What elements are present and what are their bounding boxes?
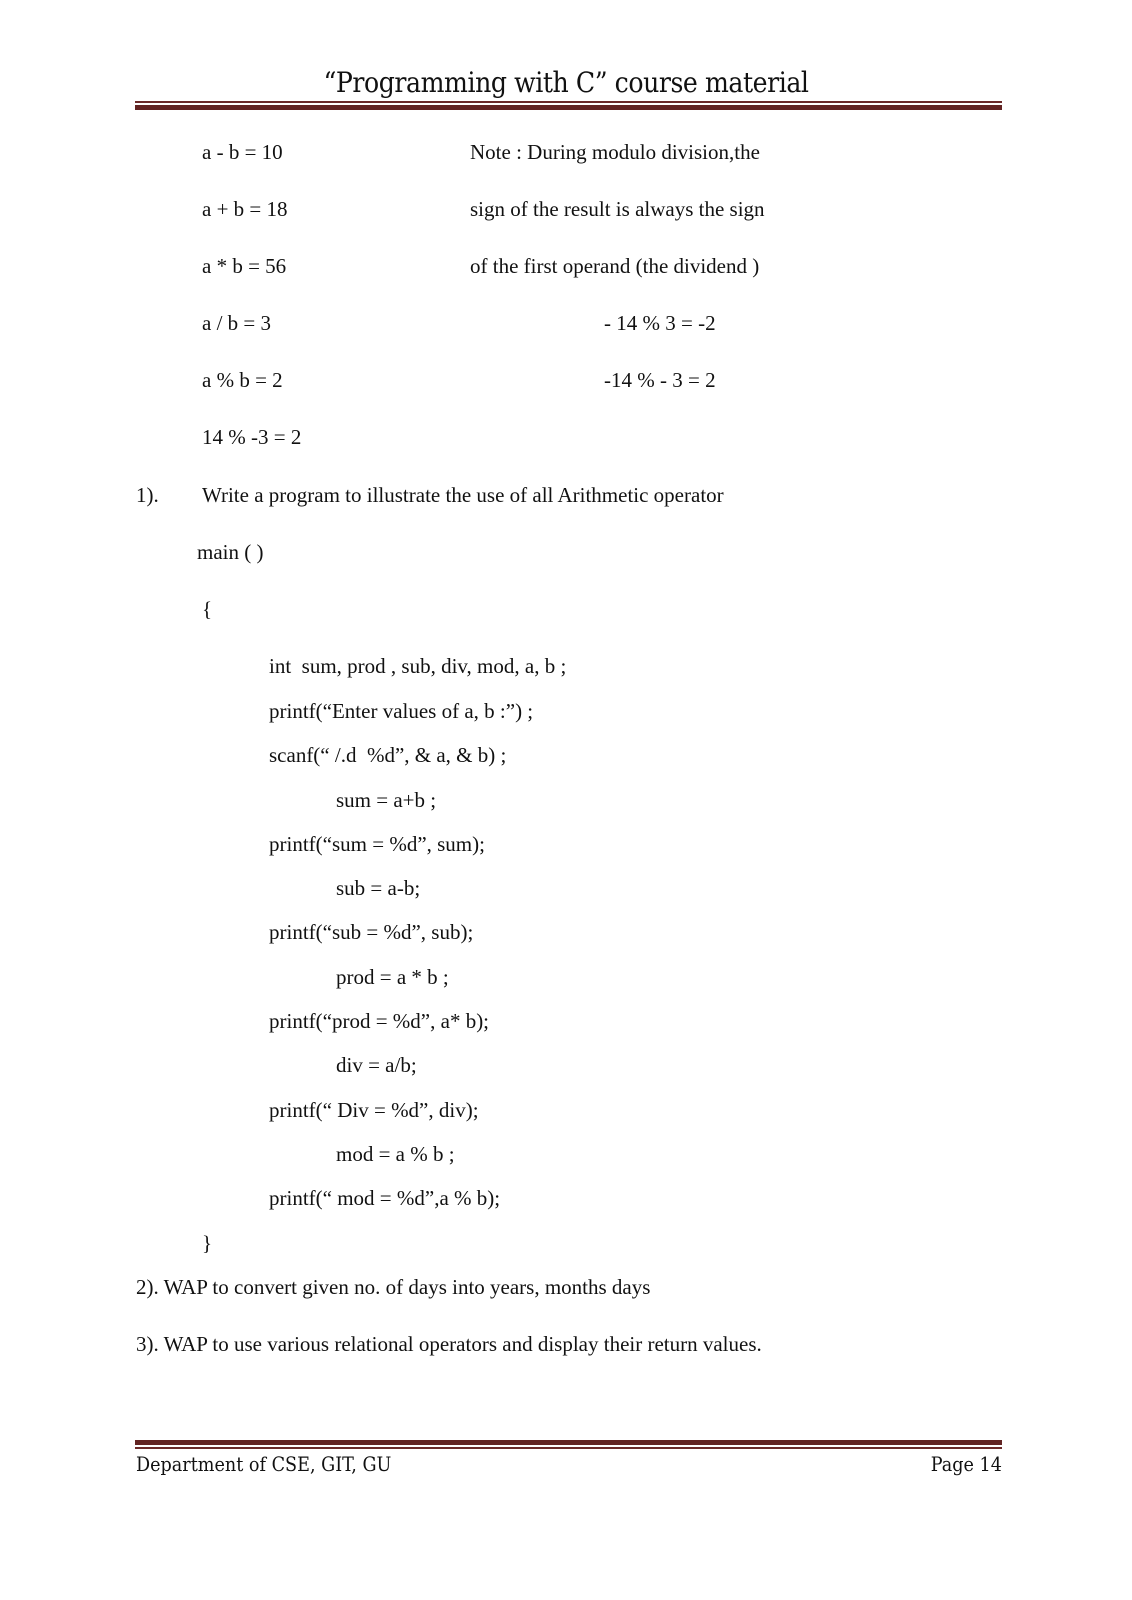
note-line: sign of the result is always the sign [470, 197, 765, 221]
code-line: mod = a % b ; [336, 1142, 455, 1166]
code-line: printf(“ Div = %d”, div); [269, 1098, 479, 1122]
question-text: Write a program to illustrate the use of all Arithmetic operator [202, 483, 724, 507]
code-close-brace: } [202, 1231, 213, 1255]
code-line: sum = a+b ; [336, 788, 437, 812]
note-example: -14 % - 3 = 2 [604, 368, 716, 392]
note-example: - 14 % 3 = -2 [604, 311, 716, 335]
question-2: 2). WAP to convert given no. of days into years, months days [136, 1275, 651, 1299]
result-line: 14 % -3 = 2 [202, 425, 302, 449]
code-line: scanf(“ /.d %d”, & a, & b) ; [269, 743, 507, 767]
result-line: a * b = 56 [202, 254, 287, 278]
note-line: Note : During modulo division,the [470, 140, 760, 164]
code-line: div = a/b; [336, 1053, 417, 1077]
footer-page-number: Page 14 [930, 1452, 1002, 1476]
code-line: printf(“sum = %d”, sum); [269, 832, 485, 856]
footer-department: Department of CSE, GIT, GU [136, 1452, 392, 1476]
code-line: printf(“ mod = %d”,a % b); [269, 1186, 501, 1210]
code-line: printf(“Enter values of a, b :”) ; [269, 699, 534, 723]
result-line: a / b = 3 [202, 311, 271, 335]
code-open-brace: { [202, 597, 213, 621]
page-header-title: “Programming with C” course material [323, 66, 809, 99]
code-main: main ( ) [197, 540, 264, 564]
note-line: of the first operand (the dividend ) [470, 254, 760, 278]
result-line: a + b = 18 [202, 197, 288, 221]
code-line: printf(“prod = %d”, a* b); [269, 1009, 490, 1033]
question-number: 1). [136, 483, 159, 507]
code-line: prod = a * b ; [336, 965, 449, 989]
code-line: int sum, prod , sub, div, mod, a, b ; [269, 654, 567, 678]
code-line: printf(“sub = %d”, sub); [269, 920, 474, 944]
code-line: sub = a-b; [336, 876, 421, 900]
header-rule [135, 101, 1002, 110]
question-3: 3). WAP to use various relational operators and display their return values. [136, 1332, 762, 1356]
result-line: a % b = 2 [202, 368, 283, 392]
result-line: a - b = 10 [202, 140, 283, 164]
footer-rule [135, 1440, 1002, 1449]
